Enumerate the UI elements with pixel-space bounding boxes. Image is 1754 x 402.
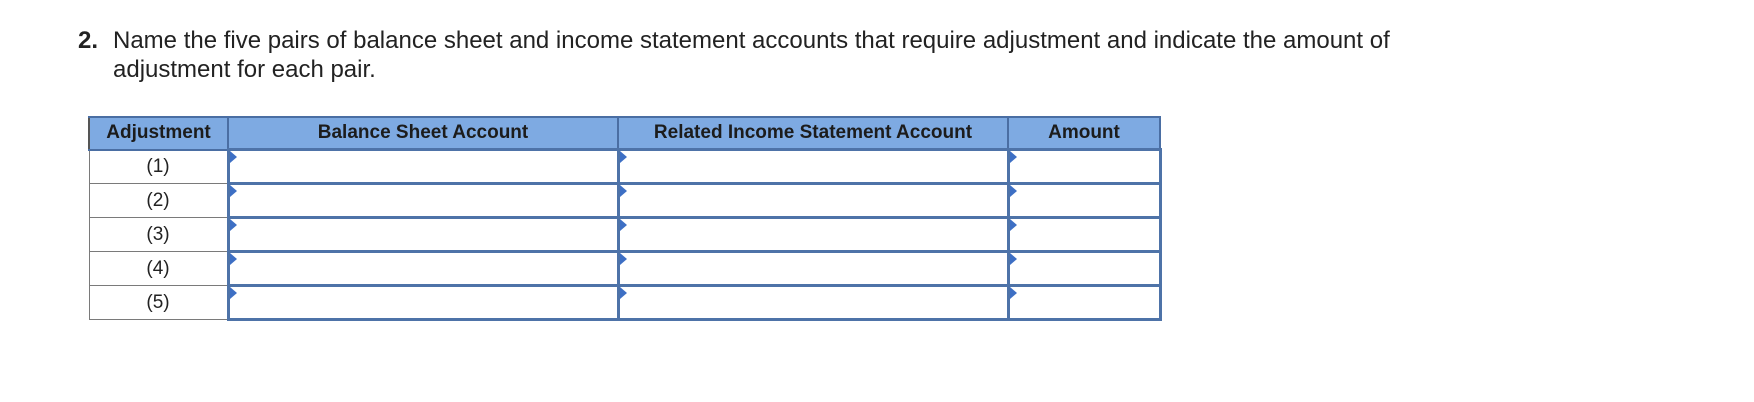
cell-marker-icon — [230, 151, 237, 163]
amount-field[interactable] — [1008, 184, 1160, 218]
cell-marker-icon — [230, 287, 237, 299]
cell-marker-icon — [1010, 253, 1017, 265]
balance-sheet-account-field[interactable] — [228, 286, 618, 320]
cell-marker-icon — [620, 253, 627, 265]
cell-marker-icon — [1010, 151, 1017, 163]
cell-marker-icon — [1010, 287, 1017, 299]
header-adjustment: Adjustment — [89, 117, 228, 150]
balance-sheet-account-field[interactable] — [228, 218, 618, 252]
adjustment-label: (2) — [89, 184, 228, 218]
header-amount: Amount — [1008, 117, 1160, 150]
question-text: Name the five pairs of balance sheet and income statement accounts that require adjustment and indicate the amount of adjustment for each pair. — [113, 27, 1390, 83]
table-row — [89, 218, 1160, 252]
adjustment-label: (3) — [89, 218, 228, 252]
adjustment-label: (5) — [89, 286, 228, 320]
amount-field[interactable] — [1008, 150, 1160, 184]
balance-sheet-account-field[interactable] — [228, 252, 618, 286]
table-row — [89, 150, 1160, 184]
table-row — [89, 252, 1160, 286]
amount-field[interactable] — [1008, 218, 1160, 252]
cell-marker-icon — [620, 185, 627, 197]
cell-marker-icon — [230, 219, 237, 231]
income-statement-account-field[interactable] — [618, 150, 1008, 184]
cell-marker-icon — [230, 253, 237, 265]
table-header-row — [89, 117, 1160, 150]
income-statement-account-field[interactable] — [618, 218, 1008, 252]
question — [78, 26, 1498, 84]
balance-sheet-account-field[interactable] — [228, 184, 618, 218]
income-statement-account-field[interactable] — [618, 286, 1008, 320]
adjustment-label: (4) — [89, 252, 228, 286]
cell-marker-icon — [1010, 219, 1017, 231]
question-number: 2. — [78, 27, 99, 54]
header-related-income-statement-account: Related Income Statement Account — [618, 117, 1008, 150]
cell-marker-icon — [620, 151, 627, 163]
adjustment-table — [88, 116, 1162, 321]
table-row — [89, 184, 1160, 218]
income-statement-account-field[interactable] — [618, 184, 1008, 218]
income-statement-account-field[interactable] — [618, 252, 1008, 286]
cell-marker-icon — [620, 219, 627, 231]
amount-field[interactable] — [1008, 252, 1160, 286]
cell-marker-icon — [620, 287, 627, 299]
table-row — [89, 286, 1160, 320]
balance-sheet-account-field[interactable] — [228, 150, 618, 184]
amount-field[interactable] — [1008, 286, 1160, 320]
header-balance-sheet-account: Balance Sheet Account — [228, 117, 618, 150]
cell-marker-icon — [230, 185, 237, 197]
cell-marker-icon — [1010, 185, 1017, 197]
adjustment-label: (1) — [89, 150, 228, 184]
